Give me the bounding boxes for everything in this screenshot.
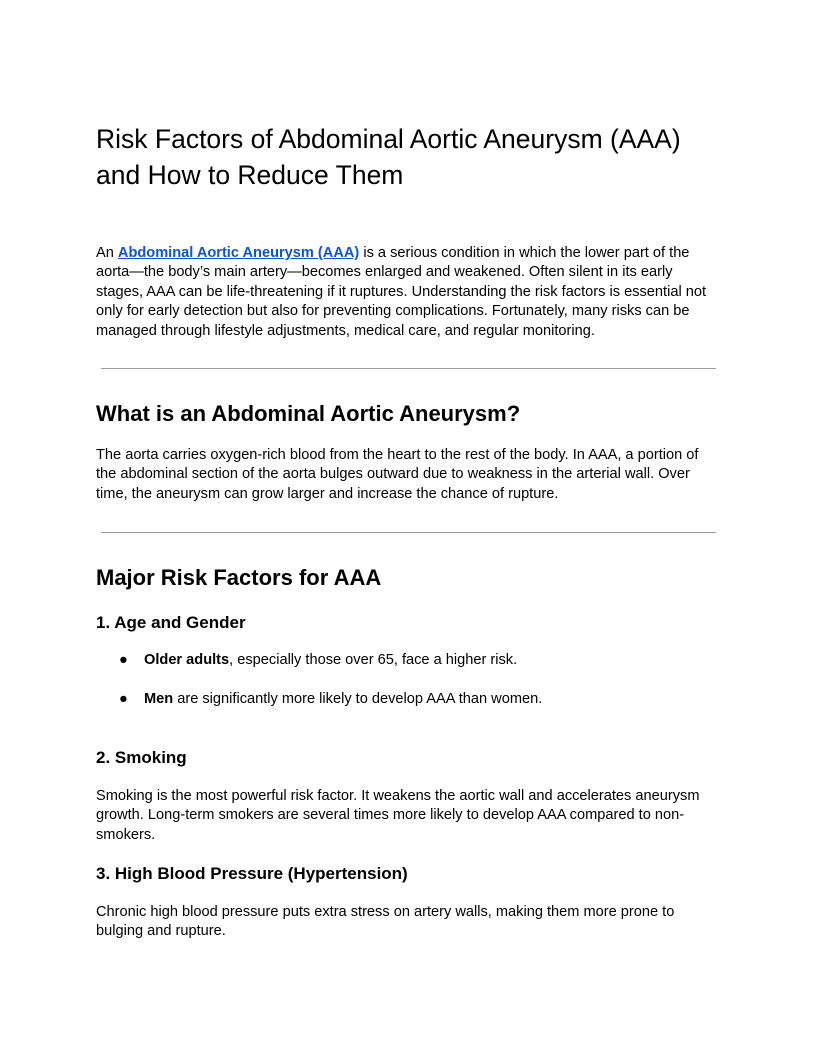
subheading-hypertension: 3. High Blood Pressure (Hypertension): [96, 864, 408, 883]
list-item-text: [144, 690, 542, 709]
bullet-icon: ●: [119, 691, 128, 707]
intro-paragraph: [96, 244, 720, 341]
list-item-bold: Older adults: [144, 652, 230, 668]
subheading-smoking: 2. Smoking: [96, 748, 187, 767]
list-item-bold: Men: [144, 691, 174, 707]
subheading-age-and-gender: 1. Age and Gender: [96, 613, 246, 632]
title-line-2: and How to Reduce Them: [96, 160, 404, 190]
list-item-rest: are significantly more likely to develop AAA than women.: [173, 691, 543, 707]
list-item-text: [144, 651, 517, 670]
title-line-1: Risk Factors of Abdominal Aortic Aneurysm (AAA): [96, 124, 681, 154]
intro-suffix: is a serious condition in which the lower part of the aorta—the body’s main artery—becomes enlarged and weakened. Often silent in its early stages, AAA can be life-threatening if it ruptures. Understanding the risk factors is essential not only for early detection but also for preventing complications. Fortunately, many risks can be managed through lifestyle adjustments, medical care, and regular monitoring.: [96, 245, 707, 339]
horizontal-divider: [101, 368, 716, 369]
document-title: [96, 121, 720, 193]
what-is-aaa-paragraph: The aorta carries oxygen-rich blood from the heart to the rest of the body. In AAA, a portion of the abdominal section of the aorta bulges outward due to weakness in the arterial wall. Over time, the aneurysm can grow larger and increase the chance of rupture.: [96, 447, 699, 502]
hypertension-paragraph: Chronic high blood pressure puts extra stress on artery walls, making them more prone to bulging and rupture.: [96, 904, 675, 940]
aaa-link[interactable]: Abdominal Aortic Aneurysm (AAA): [117, 245, 360, 261]
smoking-paragraph: Smoking is the most powerful risk factor. It weakens the aortic wall and accelerates aneurysm growth. Long-term smokers are several times more likely to develop AAA compared to non-smokers.: [96, 788, 700, 843]
bullet-icon: ●: [119, 652, 128, 668]
section-heading-what-is-aaa: What is an Abdominal Aortic Aneurysm?: [96, 401, 521, 426]
intro-prefix: An: [96, 245, 118, 261]
horizontal-divider: [101, 532, 716, 533]
list-item-rest: , especially those over 65, face a higher risk.: [229, 652, 518, 668]
section-heading-major-risk-factors: Major Risk Factors for AAA: [96, 565, 382, 590]
